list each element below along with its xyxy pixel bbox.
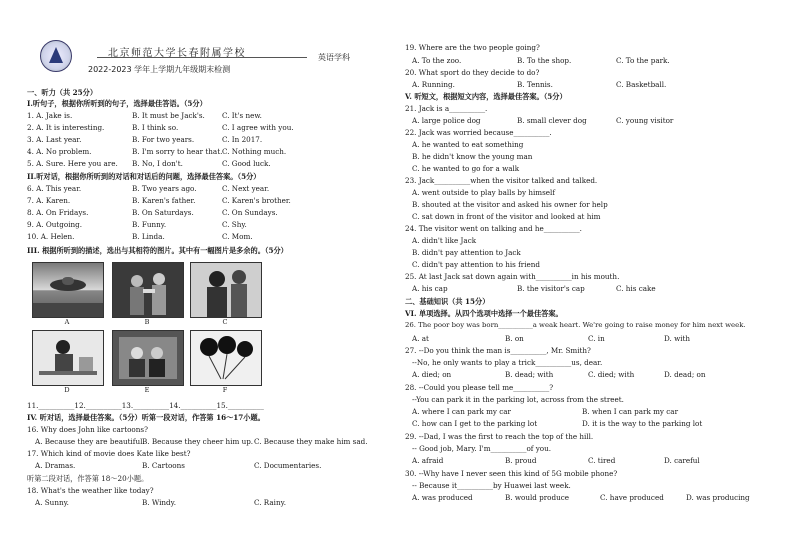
q6-b: B. Two years ago. — [132, 184, 197, 193]
picture-d-label: D — [64, 386, 70, 394]
exam-title: 2022-2023 学年上学期九年级期末检测 — [88, 65, 231, 74]
q27-a: A. died; on — [412, 370, 452, 379]
picture-grid — [30, 262, 266, 396]
q9-a: 9. A. Outgoing. — [27, 220, 83, 229]
q21-b: B. small clever dog — [517, 116, 587, 125]
part-iv-second-note: 听第二段对话，作答第 18～20小题。 — [27, 474, 149, 483]
q26-b: B. on — [505, 334, 524, 343]
subject-label: 英语学科 — [318, 53, 350, 62]
q10-c: C. Mom. — [222, 232, 253, 241]
section-basics: 二、基础知识（共 15分） — [405, 297, 490, 306]
q27-reply: --No, he only wants to play a trick__________us, dear. — [412, 358, 603, 367]
q26-text: 26. The poor boy was born__________a weak heart. We're going to raise money for him next week. — [405, 321, 746, 329]
q29-reply: -- Good job, Mary. I'm__________of you. — [412, 444, 552, 453]
q18-text: 18. What's the weather like today? — [27, 486, 154, 495]
q17-a: A. Dramas. — [35, 461, 76, 470]
q23-a: A. went outside to play balls by himself — [412, 188, 556, 197]
part-ii-title: II.听对话，根据你所听到的对话和对话后的问题，选择最佳答案。（5分） — [27, 172, 261, 181]
q7-a: 7. A. Karen. — [27, 196, 71, 205]
q30-c: C. have produced — [600, 493, 664, 502]
q16-a: A. Because they are beautiful. — [35, 437, 145, 446]
picture-e-label: E — [144, 386, 150, 394]
q30-d: D. was producing — [686, 493, 750, 502]
q26-c: C. in — [588, 334, 605, 343]
q28-reply: --You can park it in the parking lot, across from the street. — [412, 395, 624, 404]
q22-a: A. he wanted to eat something — [412, 140, 524, 149]
part-vi-title: VI. 单项选择。从四个选项中选择一个最佳答案。 — [405, 309, 563, 318]
q6-c: C. Next year. — [222, 184, 270, 193]
q2-b: B. I think so. — [132, 123, 179, 132]
q4-b: B. I'm sorry to hear that. — [132, 147, 223, 156]
q22-b: B. he didn't know the young man — [412, 152, 533, 161]
q16-b: B. Because they cheer him up. — [142, 437, 254, 446]
q24-c: C. didn't pay attention to his friend — [412, 260, 540, 269]
q27-b: B. dead; with — [505, 370, 554, 379]
picture-b-label: B — [144, 318, 150, 326]
q16-c: C. Because they make him sad. — [254, 437, 368, 446]
part-iii-title: III. 根据所听到的描述，选出与其相符的图片。其中有一幅图片是多余的。（5分） — [27, 246, 288, 255]
q17-text: 17. Which kind of movie does Kate like best? — [27, 449, 191, 458]
q20-b: B. Tennis. — [517, 80, 553, 89]
q24-a: A. didn't like Jack — [412, 236, 477, 245]
q3-a: 3. A. Last year. — [27, 135, 82, 144]
q26-d: D. with — [664, 334, 691, 343]
q29-a: A. afraid — [412, 456, 444, 465]
q24-text: 24. The visitor went on talking and he__________. — [405, 224, 582, 233]
q25-c: C. his cake — [616, 284, 656, 293]
q19-c: C. To the park. — [616, 56, 670, 65]
q28-text: 28. --Could you please tell me__________? — [405, 383, 554, 392]
q20-c: C. Basketball. — [616, 80, 667, 89]
part-i-title: I.听句子，根据你所听到的句子，选择最佳答语。（5分） — [27, 99, 207, 108]
q19-b: B. To the shop. — [517, 56, 572, 65]
picture-f — [190, 330, 262, 386]
q30-b: B. would produce — [505, 493, 570, 502]
q27-d: D. dead; on — [664, 370, 706, 379]
q8-c: C. On Sundays. — [222, 208, 278, 217]
q18-a: A. Sunny. — [35, 498, 69, 507]
q1-b: B. It must be Jack's. — [132, 111, 205, 120]
q28-c: C. how can I get to the parking lot — [412, 419, 538, 428]
q8-a: 8. A. On Fridays. — [27, 208, 89, 217]
school-logo-icon — [40, 40, 72, 72]
q20-text: 20. What sport do they decide to do? — [405, 68, 540, 77]
header-rule — [97, 57, 307, 58]
q28-b: B. when I can park my car — [582, 407, 679, 416]
q18-c: C. Rainy. — [254, 498, 286, 507]
q29-d: D. careful — [664, 456, 700, 465]
q28-d: D. it is the way to the parking lot — [582, 419, 703, 428]
picture-a-label: A — [64, 318, 70, 326]
picture-d — [32, 330, 104, 386]
q19-text: 19. Where are the two people going? — [405, 43, 540, 52]
q16-text: 16. Why does John like cartoons? — [27, 425, 148, 434]
q21-c: C. young visitor — [616, 116, 674, 125]
q18-b: B. Windy. — [142, 498, 177, 507]
part-iv-title: IV. 听对话，选择最佳答案。（5分）听第一段对话，作答第 16～17小题。 — [27, 413, 265, 422]
q30-text: 30. --Why have I never seen this kind of 5G mobile phone? — [405, 469, 618, 478]
q21-a: A. large police dog — [412, 116, 481, 125]
q23-text: 23. Jack__________when the visitor talked and talked. — [405, 176, 598, 185]
q29-text: 29. --Dad, I was the first to reach the top of the hill. — [405, 432, 594, 441]
q27-c: C. died; with — [588, 370, 635, 379]
q25-a: A. his cap — [412, 284, 448, 293]
section-listening: 一、听力（共 25分） — [27, 88, 98, 97]
school-name: 北京师范大学长春附属学校 — [108, 48, 246, 59]
q23-b: B. shouted at the visitor and asked his owner for help — [412, 200, 608, 209]
part-v-title: V. 听短文，根据短文内容，选择最佳答案。（5分） — [405, 92, 567, 101]
picture-a — [32, 262, 104, 318]
q5-b: B. No, I don't. — [132, 159, 183, 168]
q10-b: B. Linda. — [132, 232, 165, 241]
q22-c: C. he wanted to go for a walk — [412, 164, 520, 173]
answer-blanks-11-15: 11.__________12.__________13.__________14.__________15.__________ — [27, 401, 264, 410]
q7-b: B. Karen's father. — [132, 196, 196, 205]
picture-c — [190, 262, 262, 318]
q3-c: C. In 2017. — [222, 135, 263, 144]
q17-c: C. Documentaries. — [254, 461, 322, 470]
q28-a: A. where I can park my car — [412, 407, 511, 416]
q29-b: B. proud — [505, 456, 537, 465]
q25-b: B. the visitor's cap — [517, 284, 585, 293]
q24-b: B. didn't pay attention to Jack — [412, 248, 521, 257]
q23-c: C. sat down in front of the visitor and looked at him — [412, 212, 601, 221]
q3-b: B. For two years. — [132, 135, 195, 144]
q22-text: 22. Jack was worried because__________. — [405, 128, 552, 137]
q2-a: 2. A. It is interesting. — [27, 123, 105, 132]
q7-c: C. Karen's brother. — [222, 196, 291, 205]
q30-reply: -- Because it__________by Huawei last week. — [412, 481, 571, 490]
picture-f-label: F — [222, 386, 228, 394]
q19-a: A. To the zoo. — [412, 56, 462, 65]
picture-e — [112, 330, 184, 386]
q6-a: 6. A. This year. — [27, 184, 82, 193]
q8-b: B. On Saturdays. — [132, 208, 194, 217]
q20-a: A. Running. — [412, 80, 455, 89]
q4-a: 4. A. No problem. — [27, 147, 92, 156]
q27-text: 27. --Do you think the man is__________, Mr. Smith? — [405, 346, 591, 355]
q21-text: 21. Jack is a__________. — [405, 104, 488, 113]
q26-a: A. at — [412, 334, 429, 343]
q9-b: B. Funny. — [132, 220, 167, 229]
q25-text: 25. At last Jack sat down again with__________in his mouth. — [405, 272, 620, 281]
q1-a: 1. A. Jake is. — [27, 111, 73, 120]
q2-c: C. I agree with you. — [222, 123, 294, 132]
q1-c: C. It's new. — [222, 111, 262, 120]
picture-b — [112, 262, 184, 318]
q29-c: C. tired — [588, 456, 616, 465]
q17-b: B. Cartoons — [142, 461, 185, 470]
picture-c-label: C — [222, 318, 228, 326]
q4-c: C. Nothing much. — [222, 147, 287, 156]
q30-a: A. was produced — [412, 493, 473, 502]
q5-a: 5. A. Sure. Here you are. — [27, 159, 118, 168]
q5-c: C. Good luck. — [222, 159, 271, 168]
q9-c: C. Shy. — [222, 220, 247, 229]
q10-a: 10. A. Helen. — [27, 232, 75, 241]
